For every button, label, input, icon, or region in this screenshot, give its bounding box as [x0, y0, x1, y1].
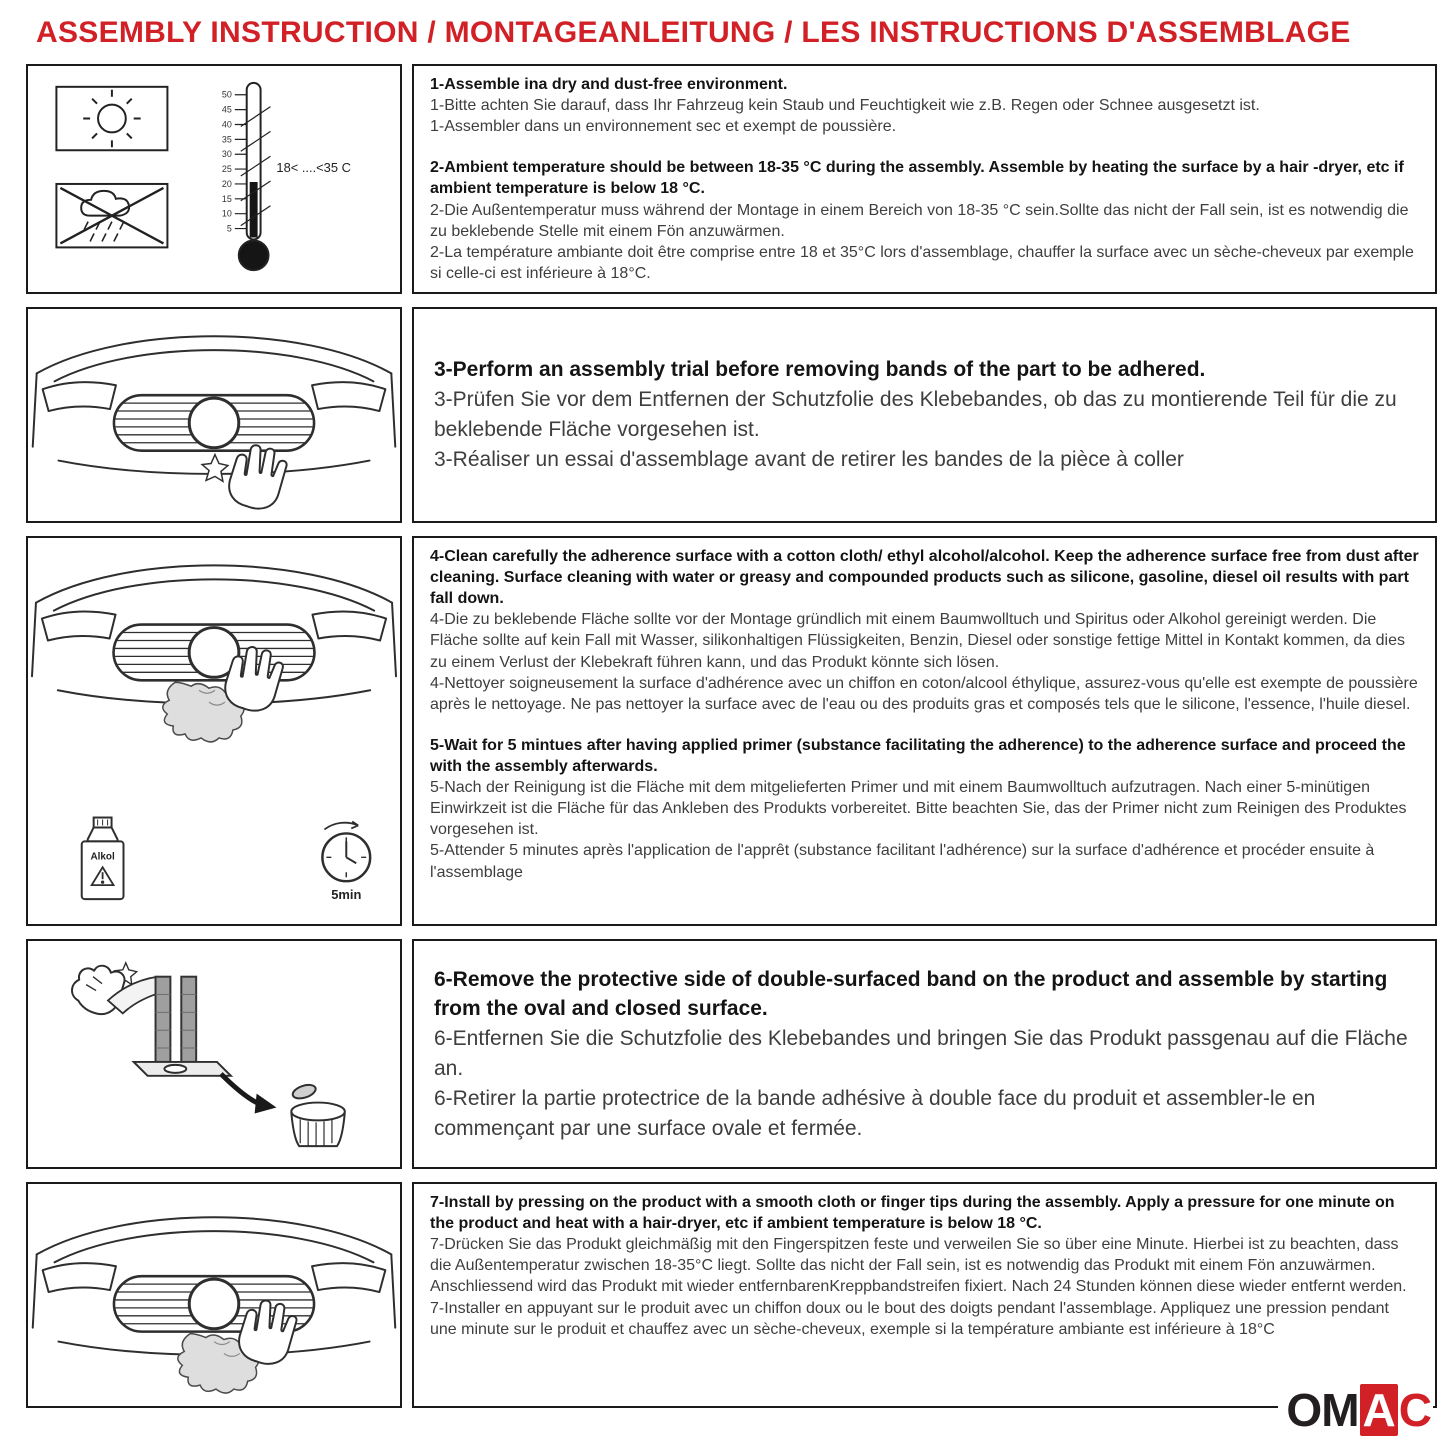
svg-text:15: 15 [221, 193, 232, 204]
car-grille-icon [33, 336, 396, 474]
car-grille-icon [33, 1217, 396, 1355]
step-2-fr: 2-La température ambiante doit être comprise entre 18 et 35°C lors d'assemblage, chauffer la surface avec un sèche-cheveux par exemple si celle-ci est inférieure à 18°C. [430, 243, 1414, 282]
svg-text:35: 35 [221, 134, 232, 145]
cleaning-illustration [30, 539, 398, 923]
instruction-text-steps-1-2 [412, 64, 1437, 294]
omac-logo-c: C [1398, 1384, 1431, 1436]
instruction-text-step-7 [412, 1182, 1437, 1408]
illustration-box-environment [26, 64, 402, 294]
discard-arrow-icon [221, 1074, 277, 1114]
step-3-fr: 3-Réaliser un essai d'assemblage avant de retirer les bandes de la pièce à coller [434, 447, 1184, 471]
step-3-en: 3-Perform an assembly trial before removing bands of the part to be adhered. [434, 358, 1206, 382]
step-2-en: 2-Ambient temperature should be between 18-35 °C during the assembly. Assemble by heating the surface by a hair -dryer, etc if ambient temperature is below 18 °C. [430, 159, 1404, 198]
hand-icon [239, 1300, 296, 1363]
step-2-de: 2-Die Außentemperatur muss während der Montage in einem Bereich von 18-35 °C sein.Sollte das nicht der Fall sein, ist es notwendig die zu beklebende Stelle mit einem Fön anzuwärmen. [430, 201, 1409, 240]
step-5-de: 5-Nach der Reinigung ist die Fläche mit dem mitgelieferten Primer und mit einem Baumwolltuch aufzutragen. Nach einer 5-minütigen Einwirkzeit ist die Fläche für das Ankleben des Produkts vorbereitet. Bitte beachten Sie, das der Primer nicht zum Reinigen des Produktes vorgesehen ist. [430, 779, 1407, 839]
instruction-section-5 [26, 1182, 1437, 1408]
step-6-en: 6-Remove the protective side of double-surfaced band on the product and assemble by starting from the oval and closed surface. [434, 967, 1388, 1021]
alcohol-bottle-label: Alkol [90, 851, 115, 863]
step-5-fr: 5-Attender 5 minutes après l'application de l'apprêt (substance facilitant l'adhérence) sur la surface d'adhérence et procéder ensuite à l'assemblage [430, 842, 1375, 881]
clock-label: 5min [331, 887, 362, 903]
svg-text:45: 45 [221, 104, 232, 115]
car-grille-icon [32, 565, 396, 703]
trash-bin-icon [291, 1082, 345, 1147]
step-6-fr: 6-Retirer la partie protectrice de la bande adhésive à double face du produit et assembler-le en commençant par une surface ovale et fermée. [434, 1086, 1316, 1140]
step-7-de: 7-Drücken Sie das Produkt gleichmäßig mit den Fingerspitzen feste und verweilen Sie so über eine Minute. Hierbei ist zu beachten, dass die Außentemperatur zwischen 18-35°C liegt. Sollte das nicht der Fall sein, ist es notwendig das Produkt mit einem Fön anzuwärmen. Anschliessend wird das Produkt mit wieder entfernbarenKreppbandstreifen fixiert. Nach 24 Stunden können diese wieder entfernt werden. [430, 1236, 1407, 1296]
rain-crossed-icon [60, 188, 163, 244]
tape-strips-icon [156, 977, 197, 1062]
svg-text:25: 25 [221, 164, 232, 175]
svg-text:10: 10 [221, 208, 232, 219]
omac-logo-om: OM [1286, 1384, 1359, 1436]
omac-logo [1278, 1385, 1433, 1435]
step-4-en: 4-Clean carefully the adherence surface with a cotton cloth/ ethyl alcohol/alcohol. Keep the adherence surface free from dust after cleaning. Surface cleaning with water or greasy and compounded products such as silicone, gasoline, diesel oil results with part fall down. [430, 548, 1419, 608]
sun-icon [83, 90, 140, 147]
thermometer-scale [222, 90, 232, 234]
instruction-text-step-6 [412, 939, 1437, 1169]
svg-text:50: 50 [221, 89, 232, 100]
step-1-en: 1-Assemble ina dry and dust-free environment. [430, 76, 788, 93]
step-4-fr: 4-Nettoyer soigneusement la surface d'adhérence avec un chiffon en coton/alcool éthylique, assurez-vous qu'elle est exempte de poussière après le nettoyage. Ne pas nettoyer la surface avec de l'eau ou des produits gras et composés tels que le silicone, l'essence, l'huile diesel. [430, 674, 1418, 713]
instruction-section-2 [26, 307, 1437, 523]
clock-icon [322, 822, 370, 882]
band-removal-illustration [30, 943, 398, 1165]
step-1-de: 1-Bitte achten Sie darauf, dass Ihr Fahrzeug kein Staub und Feuchtigkeit wie z.B. Regen oder Schnee ausgesetzt ist. [430, 97, 1260, 115]
sparkle-icon [202, 455, 228, 482]
instruction-section-3 [26, 536, 1437, 926]
svg-text:5: 5 [226, 223, 232, 234]
step-7-en: 7-Install by pressing on the product with a smooth cloth or finger tips during the assembly. Apply a pressure for one minute on the product and heat with a hair-dryer, etc if ambient temperature is below 18 °C. [430, 1194, 1395, 1233]
product-part-icon [134, 1062, 231, 1076]
step-1-fr: 1-Assembler dans un environnement sec et exempt de poussière. [430, 118, 897, 136]
omac-logo-a: A [1360, 1384, 1398, 1436]
illustration-box-band [26, 939, 402, 1169]
hand-icon [229, 445, 286, 508]
svg-text:30: 30 [221, 149, 232, 160]
page-title: ASSEMBLY INSTRUCTION / MONTAGEANLEITUNG / LES INSTRUCTIONS D'ASSEMBLAGE [36, 16, 1351, 49]
illustration-box-press [26, 1182, 402, 1408]
instruction-text-steps-4-5 [412, 536, 1437, 926]
svg-text:20: 20 [221, 178, 232, 189]
environment-temperature-illustration [30, 67, 398, 291]
svg-text:40: 40 [221, 119, 232, 130]
instruction-text-step-3 [412, 307, 1437, 523]
thermometer-icon [235, 83, 271, 270]
instruction-section-4 [26, 939, 1437, 1169]
illustration-box-cleaning [26, 536, 402, 926]
step-5-en: 5-Wait for 5 mintues after having applied primer (substance facilitating the adherence) to the adherence surface and proceed the with the assembly afterwards. [430, 736, 1406, 775]
step-4-de: 4-Die zu beklebende Fläche sollte vor der Montage gründlich mit einem Baumwolltuch und Spiritus oder Alkohol gereinigt werden. Die Fläche sollte auf kein Fall mit Wasser, silikonhaltigen Flüssigkeiten, Benzin, Diesel oder sonstige fettige Mittel in Kontakt kommen, da dies zu einem Verlust der Klebekraft führen kann, und das Produkt könnte sich lösen. [430, 611, 1405, 671]
press-install-illustration [30, 1191, 398, 1399]
temperature-range-label: 18< ....<35 C [276, 160, 351, 176]
step-3-de: 3-Prüfen Sie vor dem Entfernen der Schutzfolie des Klebebandes, ob das zu montierende Teil für die zu beklebende Fläche vorgesehen ist. [434, 388, 1397, 441]
instruction-section-1 [26, 64, 1437, 294]
step-7-fr: 7-Installer en appuyant sur le produit avec un chiffon doux ou le bout des doigts pendant l'assemblage. Appliquez une pression pendant une minute sur le produit et chauffez avec un sèche-cheveux, exemple si la température ambiante est inférieure à 18°C [430, 1299, 1389, 1338]
illustration-box-trial [26, 307, 402, 523]
car-grille-trial-illustration [30, 310, 398, 520]
step-6-de: 6-Entfernen Sie die Schutzfolie des Klebebandes und bringen Sie das Produkt passgenau auf die Fläche an. [434, 1027, 1408, 1080]
